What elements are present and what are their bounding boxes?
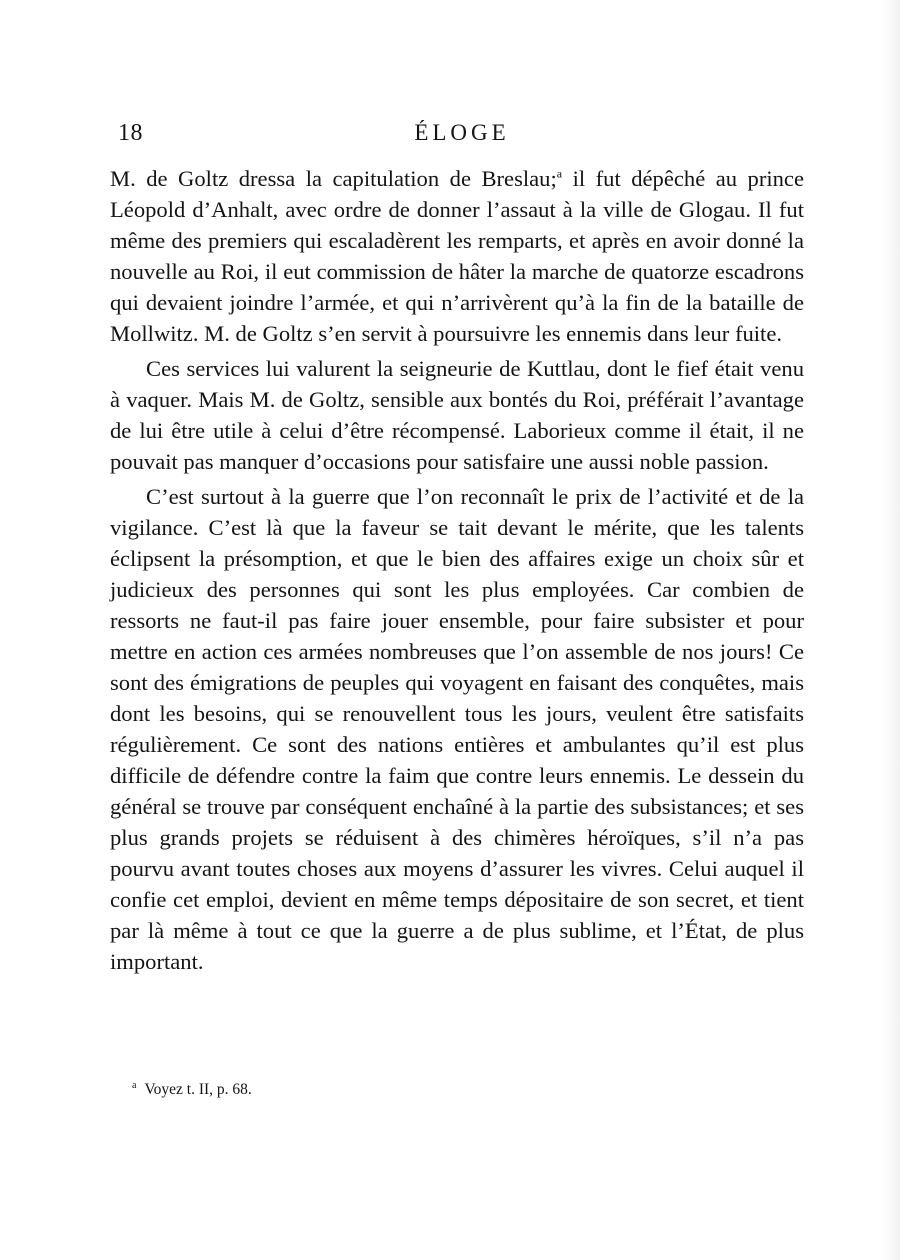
footnote [132, 1080, 732, 1100]
paragraph-1 [110, 163, 804, 349]
paragraph-2: Ces services lui valurent la seigneurie de Kuttlau, dont le fief était venu à vaquer. Mais M. de Goltz, sensible aux bontés du Roi, préférait l’avantage de lui être utile à celui d’être récompensé. Laborieux comme il était, il ne pouvait pas manquer d’occasions pour satisfaire une aussi noble passion. [110, 356, 804, 474]
paragraph-1-text-start: M. de Goltz dressa la capitulation de Breslau; [110, 166, 557, 191]
footnote-mark: a [132, 1079, 137, 1091]
paragraph-1-text-end: il fut dépêché au prince Léopold d’Anhalt, avec ordre de donner l’assaut à la ville de Glogau. Il fut même des premiers qui escaladèrent les remparts, et après en avoir donné la nouvelle au Roi, il eut commission de hâter la marche de quatorze escadrons qui devaient joindre l’armée, et qui n’arrivèrent qu’à la fin de la bataille de Mollwitz. M. de Goltz s’en servit à poursuivre les ennemis dans leur fuite. [110, 166, 804, 346]
page-number: 18 [118, 120, 143, 146]
page-edge-shadow [882, 0, 900, 1260]
body-text [110, 163, 804, 977]
paragraph-3: C’est surtout à la guerre que l’on reconnaît le prix de l’activité et de la vigilance. C’est là que la faveur se tait devant le mérite, que les talents éclipsent la présomption, et que le bien des affaires exige un choix sûr et judicieux des personnes qui sont les plus employées. Car combien de ressorts ne faut-il pas faire jouer ensemble, pour faire subsister et pour mettre en action ces armées nombreuses que l’on assemble de nos jours! Ce sont des émigrations de peuples qui voyagent en faisant des conquêtes, mais dont les besoins, qui se renouvellent tous les jours, veulent être satisfaits régulièrement. Ce sont des nations entières et ambulantes qu’il est plus difficile de défendre contre la faim que contre leurs ennemis. Le dessein du général se trouve par conséquent enchaîné à la partie des subsistances; et ses plus grands projets se réduisent à des chimères héroïques, s’il n’a pas pourvu avant toutes choses aux moyens d’assurer les vivres. Celui auquel il confie cet emploi, devient en même temps dépositaire de son secret, et tient par là même à tout ce que la guerre a de plus sublime, et l’État, de plus important. [110, 484, 804, 974]
footnote-reference: a [556, 166, 563, 181]
footnote-text: Voyez t. II, p. 68. [144, 1081, 252, 1098]
page-header [118, 120, 806, 152]
running-title: ÉLOGE [414, 120, 510, 145]
